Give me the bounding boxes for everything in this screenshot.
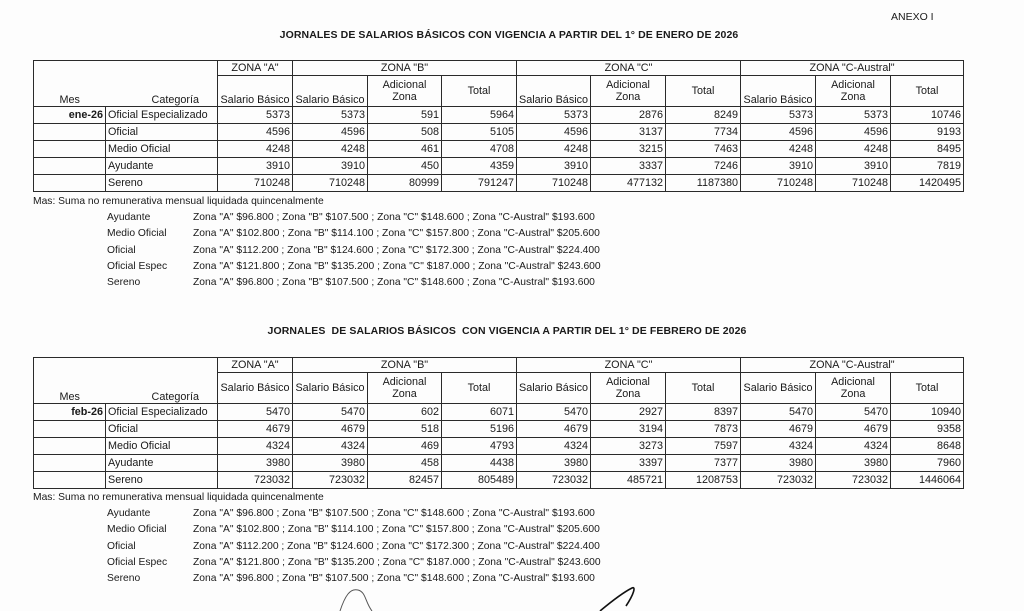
b-adicional-cell: 508: [368, 124, 442, 141]
table-row: [34, 141, 964, 158]
c-total-cell: 7246: [666, 158, 741, 175]
categoria-header: Categoría: [106, 373, 218, 404]
c-total-cell: 7597: [666, 438, 741, 455]
table-body: [34, 107, 964, 192]
categoria-cell: Sereno: [106, 175, 218, 192]
mes-cell: [34, 124, 106, 141]
b-total-cell: 5196: [442, 421, 517, 438]
a-basico-cell: 4324: [218, 438, 293, 455]
salary-table-january: [33, 60, 964, 192]
ca-basico-cell: 4679: [741, 421, 816, 438]
section-title-february: JORNALES DE SALARIOS BÁSICOS CON VIGENCIA A PARTIR DEL 1° DE FEBRERO DE 2026: [267, 325, 747, 337]
ca-total-cell: 8495: [891, 141, 964, 158]
ca-total-cell: 7960: [891, 455, 964, 472]
mes-cell: [34, 455, 106, 472]
total-header: Total: [891, 373, 964, 404]
c-basico-cell: 5373: [517, 107, 591, 124]
b-total-cell: 5105: [442, 124, 517, 141]
c-total-cell: 8249: [666, 107, 741, 124]
supplement-category: Medio Oficial: [107, 524, 167, 536]
ca-basico-cell: 4596: [741, 124, 816, 141]
table-row: [34, 455, 964, 472]
table-body: [34, 404, 964, 489]
supplement-amounts: Zona "A" $102.800 ; Zona "B" $114.100 ; Zona "C" $157.800 ; Zona "C-Austral" $205.600: [193, 524, 600, 536]
supplement-category: Oficial Espec: [107, 260, 168, 272]
c-adicional-cell: 485721: [591, 472, 666, 489]
ca-basico-cell: 3980: [741, 455, 816, 472]
a-basico-cell: 710248: [218, 175, 293, 192]
table-row: [34, 175, 964, 192]
mes-cell: [34, 421, 106, 438]
signature-mark: [0, 586, 1024, 611]
mes-header: Mes: [34, 76, 106, 107]
ca-adicional-cell: 5373: [816, 107, 891, 124]
ca-total-cell: 1420495: [891, 175, 964, 192]
table-row: [34, 158, 964, 175]
supplement-amounts: Zona "A" $112.200 ; Zona "B" $124.600 ; Zona "C" $172.300 ; Zona "C-Austral" $224.400: [193, 244, 600, 256]
b-basico-cell: 4248: [293, 141, 368, 158]
note-text: Mas: Suma no remunerativa mensual liquidada quincenalmente: [33, 196, 324, 207]
salary-table-february: [33, 357, 964, 489]
ca-total-cell: 9193: [891, 124, 964, 141]
ca-basico-cell: 5373: [741, 107, 816, 124]
ca-basico-cell: 5470: [741, 404, 816, 421]
b-basico-cell: 5470: [293, 404, 368, 421]
ca-adicional-cell: 4324: [816, 438, 891, 455]
c-basico-cell: 5470: [517, 404, 591, 421]
mes-cell: [34, 438, 106, 455]
ca-basico-cell: 710248: [741, 175, 816, 192]
categoria-cell: Sereno: [106, 472, 218, 489]
b-adicional-cell: 461: [368, 141, 442, 158]
ca-total-cell: 7819: [891, 158, 964, 175]
b-basico-cell: 4324: [293, 438, 368, 455]
ca-adicional-cell: 3910: [816, 158, 891, 175]
categoria-cell: Medio Oficial: [106, 141, 218, 158]
a-basico-cell: 3980: [218, 455, 293, 472]
adicional-zona-header: Adicional Zona: [816, 373, 891, 404]
ca-adicional-cell: 4679: [816, 421, 891, 438]
categoria-cell: Oficial: [106, 421, 218, 438]
salario-basico-header: Salario Básico: [741, 373, 816, 404]
supplement-category: Oficial Espec: [107, 556, 168, 568]
supplement-category: Sereno: [107, 277, 141, 289]
salario-basico-header: Salario Básico: [517, 76, 591, 107]
ca-adicional-cell: 723032: [816, 472, 891, 489]
ca-total-cell: 9358: [891, 421, 964, 438]
adicional-zona-header: Adicional Zona: [591, 373, 666, 404]
ca-total-cell: 10940: [891, 404, 964, 421]
zone-b-header: ZONA "B": [293, 61, 517, 76]
zone-c-header: ZONA "C": [517, 61, 741, 76]
b-adicional-cell: 591: [368, 107, 442, 124]
zone-b-header: ZONA "B": [293, 358, 517, 373]
a-basico-cell: 4248: [218, 141, 293, 158]
c-basico-cell: 3910: [517, 158, 591, 175]
c-adicional-cell: 3215: [591, 141, 666, 158]
section-title-january: JORNALES DE SALARIOS BÁSICOS CON VIGENCIA A PARTIR DEL 1° DE ENERO DE 2026: [279, 29, 739, 41]
supplement-category: Ayudante: [107, 508, 151, 519]
b-adicional-cell: 458: [368, 455, 442, 472]
categoria-header: Categoría: [106, 76, 218, 107]
supplement-amounts: Zona "A" $96.800 ; Zona "B" $107.500 ; Zona "C" $148.600 ; Zona "C-Austral" $193.600: [193, 212, 595, 223]
supplement-category: Sereno: [107, 573, 141, 585]
c-total-cell: 1208753: [666, 472, 741, 489]
b-basico-cell: 5373: [293, 107, 368, 124]
c-total-cell: 1187380: [666, 175, 741, 192]
c-adicional-cell: 477132: [591, 175, 666, 192]
b-basico-cell: 3980: [293, 455, 368, 472]
salario-basico-header: Salario Básico: [293, 76, 368, 107]
a-basico-cell: 5470: [218, 404, 293, 421]
supplement-amounts: Zona "A" $121.800 ; Zona "B" $135.200 ; Zona "C" $187.000 ; Zona "C-Austral" $243.600: [193, 260, 601, 272]
c-adicional-cell: 2927: [591, 404, 666, 421]
zone-c-austral-header: ZONA "C-Austral": [741, 358, 964, 373]
ca-adicional-cell: 5470: [816, 404, 891, 421]
b-basico-cell: 723032: [293, 472, 368, 489]
ca-total-cell: 8648: [891, 438, 964, 455]
table-row: [34, 472, 964, 489]
b-total-cell: 4708: [442, 141, 517, 158]
ca-adicional-cell: 710248: [816, 175, 891, 192]
adicional-zona-header: Adicional Zona: [368, 76, 442, 107]
supplement-category: Medio Oficial: [107, 228, 167, 240]
total-header: Total: [442, 76, 517, 107]
ca-basico-cell: 723032: [741, 472, 816, 489]
b-total-cell: 805489: [442, 472, 517, 489]
table-row: [34, 124, 964, 141]
a-basico-cell: 4596: [218, 124, 293, 141]
annex-label: ANEXO I: [891, 11, 934, 23]
b-adicional-cell: 450: [368, 158, 442, 175]
c-basico-cell: 4248: [517, 141, 591, 158]
supplement-amounts: Zona "A" $96.800 ; Zona "B" $107.500 ; Zona "C" $148.600 ; Zona "C-Austral" $193.600: [193, 277, 595, 289]
categoria-cell: Ayudante: [106, 158, 218, 175]
c-basico-cell: 4596: [517, 124, 591, 141]
b-adicional-cell: 82457: [368, 472, 442, 489]
c-total-cell: 7873: [666, 421, 741, 438]
ca-total-cell: 10746: [891, 107, 964, 124]
salario-basico-header: Salario Básico: [517, 373, 591, 404]
total-header: Total: [666, 373, 741, 404]
c-adicional-cell: 2876: [591, 107, 666, 124]
b-total-cell: 6071: [442, 404, 517, 421]
c-total-cell: 8397: [666, 404, 741, 421]
categoria-cell: Medio Oficial: [106, 438, 218, 455]
mes-cell: ene-26: [34, 107, 106, 124]
categoria-cell: Oficial Especializado: [106, 107, 218, 124]
b-total-cell: 791247: [442, 175, 517, 192]
mes-cell: [34, 472, 106, 489]
header-blank: [34, 61, 218, 76]
table-row: [34, 421, 964, 438]
b-total-cell: 4793: [442, 438, 517, 455]
supplement-amounts: Zona "A" $96.800 ; Zona "B" $107.500 ; Zona "C" $148.600 ; Zona "C-Austral" $193.600: [193, 508, 595, 519]
zone-c-header: ZONA "C": [517, 358, 741, 373]
b-basico-cell: 4679: [293, 421, 368, 438]
b-total-cell: 4359: [442, 158, 517, 175]
c-adicional-cell: 3337: [591, 158, 666, 175]
a-basico-cell: 723032: [218, 472, 293, 489]
supplement-category: Oficial: [107, 244, 136, 256]
b-basico-cell: 3910: [293, 158, 368, 175]
ca-basico-cell: 4324: [741, 438, 816, 455]
salario-basico-header: Salario Básico: [218, 76, 293, 107]
supplement-amounts: Zona "A" $96.800 ; Zona "B" $107.500 ; Zona "C" $148.600 ; Zona "C-Austral" $193.600: [193, 573, 595, 585]
b-basico-cell: 4596: [293, 124, 368, 141]
adicional-zona-header: Adicional Zona: [591, 76, 666, 107]
c-adicional-cell: 3137: [591, 124, 666, 141]
mes-cell: [34, 158, 106, 175]
ca-adicional-cell: 3980: [816, 455, 891, 472]
b-total-cell: 5964: [442, 107, 517, 124]
total-header: Total: [442, 373, 517, 404]
a-basico-cell: 4679: [218, 421, 293, 438]
c-adicional-cell: 3194: [591, 421, 666, 438]
b-basico-cell: 710248: [293, 175, 368, 192]
categoria-cell: Oficial Especializado: [106, 404, 218, 421]
c-basico-cell: 4324: [517, 438, 591, 455]
ca-basico-cell: 4248: [741, 141, 816, 158]
c-total-cell: 7463: [666, 141, 741, 158]
zone-c-austral-header: ZONA "C-Austral": [741, 61, 964, 76]
total-header: Total: [891, 76, 964, 107]
b-adicional-cell: 469: [368, 438, 442, 455]
supplement-amounts: Zona "A" $121.800 ; Zona "B" $135.200 ; Zona "C" $187.000 ; Zona "C-Austral" $243.600: [193, 556, 601, 568]
table-row: [34, 404, 964, 421]
table-row: [34, 438, 964, 455]
supplement-category: Oficial: [107, 540, 136, 552]
b-total-cell: 4438: [442, 455, 517, 472]
total-header: Total: [666, 76, 741, 107]
a-basico-cell: 5373: [218, 107, 293, 124]
mes-cell: [34, 175, 106, 192]
mes-cell: [34, 141, 106, 158]
zone-a-header: ZONA "A": [218, 61, 293, 76]
b-adicional-cell: 80999: [368, 175, 442, 192]
adicional-zona-header: Adicional Zona: [816, 76, 891, 107]
c-basico-cell: 3980: [517, 455, 591, 472]
c-basico-cell: 723032: [517, 472, 591, 489]
mes-cell: feb-26: [34, 404, 106, 421]
c-basico-cell: 710248: [517, 175, 591, 192]
ca-adicional-cell: 4596: [816, 124, 891, 141]
supplement-amounts: Zona "A" $112.200 ; Zona "B" $124.600 ; Zona "C" $172.300 ; Zona "C-Austral" $224.400: [193, 540, 600, 552]
ca-basico-cell: 3910: [741, 158, 816, 175]
c-adicional-cell: 3273: [591, 438, 666, 455]
c-total-cell: 7377: [666, 455, 741, 472]
adicional-zona-header: Adicional Zona: [368, 373, 442, 404]
note-text: Mas: Suma no remunerativa mensual liquidada quincenalmente: [33, 492, 324, 503]
supplement-category: Ayudante: [107, 212, 151, 223]
categoria-cell: Oficial: [106, 124, 218, 141]
mes-header: Mes: [34, 373, 106, 404]
ca-total-cell: 1446064: [891, 472, 964, 489]
a-basico-cell: 3910: [218, 158, 293, 175]
salario-basico-header: Salario Básico: [293, 373, 368, 404]
categoria-cell: Ayudante: [106, 455, 218, 472]
zone-a-header: ZONA "A": [218, 358, 293, 373]
supplement-amounts: Zona "A" $102.800 ; Zona "B" $114.100 ; Zona "C" $157.800 ; Zona "C-Austral" $205.600: [193, 228, 600, 240]
ca-adicional-cell: 4248: [816, 141, 891, 158]
table-row: [34, 107, 964, 124]
b-adicional-cell: 602: [368, 404, 442, 421]
salario-basico-header: Salario Básico: [218, 373, 293, 404]
header-blank: [34, 358, 218, 373]
c-adicional-cell: 3397: [591, 455, 666, 472]
b-adicional-cell: 518: [368, 421, 442, 438]
c-total-cell: 7734: [666, 124, 741, 141]
salario-basico-header: Salario Básico: [741, 76, 816, 107]
c-basico-cell: 4679: [517, 421, 591, 438]
